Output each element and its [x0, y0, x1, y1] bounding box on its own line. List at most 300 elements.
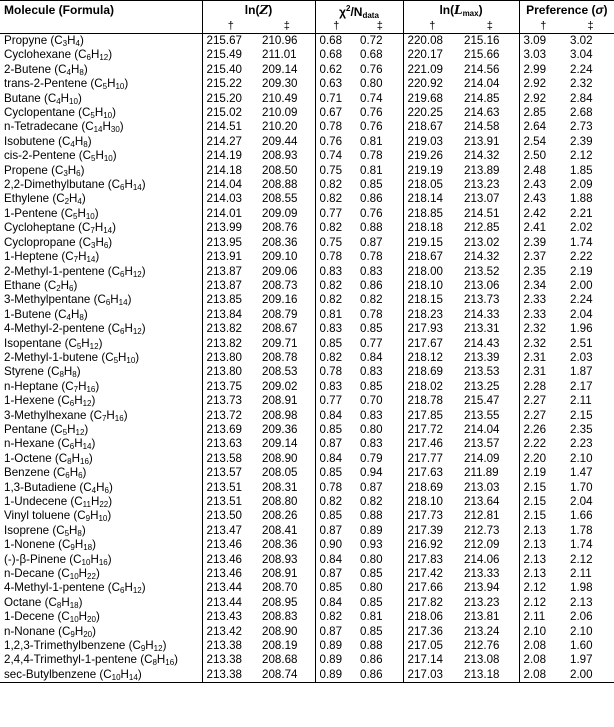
molecule-name: n-Hexane — [4, 437, 55, 451]
lnz-ddagger-cell: 208.36 — [259, 236, 315, 250]
pref-ddagger-cell: 2.10 — [570, 624, 593, 638]
pref-dagger-cell: 2.35 — [523, 264, 547, 278]
lnz-dagger-cell: 213.58 — [206, 451, 242, 465]
chi2-ddagger-cell: 0.83 — [357, 365, 403, 379]
pref-ddagger-cell: 3.02 — [570, 34, 593, 47]
lnz-ddagger-cell: 208.88 — [259, 178, 315, 192]
molecule-formula: $C_6H_{14}$ — [111, 178, 142, 193]
lnl-dagger-cell: 217.05 — [407, 639, 443, 653]
molecule-cell: 3-Methylhexane $(C_7H_{16})$ — [0, 409, 202, 423]
table-row — [0, 63, 614, 77]
pref-dagger-cell: 2.27 — [523, 394, 547, 408]
chi2-ddagger-cell: 0.89 — [357, 524, 403, 538]
table-row — [0, 365, 614, 379]
chi2-ddagger-cell: 0.81 — [357, 610, 403, 624]
molecule-formula: $C_{10}H_{20}$ — [61, 610, 96, 625]
chi2-ddagger-cell: 0.94 — [357, 466, 403, 480]
lnl-dagger-cell: 217.14 — [407, 653, 443, 667]
lnz-ddagger-cell: 209.44 — [259, 135, 315, 149]
molecule-cell: 1,2,3-Trimethylbenzene $(C_9H_{12})$ — [0, 639, 202, 653]
lnl-ddagger-cell: 213.89 — [461, 164, 519, 178]
chi2-ddagger-cell: 0.72 — [357, 34, 403, 49]
table-row — [0, 553, 614, 567]
lnl-dagger-cell: 219.19 — [407, 163, 443, 177]
chi2-dagger-cell: 0.78 — [319, 120, 343, 134]
molecule-formula: $C_6H_{12}$ — [111, 581, 142, 596]
chi2-dagger-cell: 0.81 — [319, 307, 343, 321]
molecule-formula: $C_{10}H_{22}$ — [61, 567, 96, 582]
pref-dagger-cell: 2.32 — [523, 322, 547, 336]
table-row — [0, 452, 614, 466]
molecule-formula: $C_8H_{16}$ — [144, 653, 175, 668]
pref-dagger-cell: 2.13 — [523, 538, 547, 552]
table-row — [0, 409, 614, 423]
chi2-ddagger-cell: 0.85 — [357, 625, 403, 639]
chi2-ddagger-cell: 0.81 — [357, 135, 403, 149]
lnz-dagger-cell: 215.22 — [206, 77, 242, 91]
lnl-ddagger-cell: 215.16 — [461, 34, 519, 49]
pref-dagger-cell: 2.22 — [523, 437, 547, 451]
pref-ddagger-cell: 2.11 — [570, 567, 592, 581]
table-row — [0, 106, 614, 120]
lnz-dagger-cell: 213.87 — [206, 278, 242, 292]
lnl-ddagger-cell: 213.06 — [461, 279, 519, 293]
table-row — [0, 279, 614, 293]
molecule-formula: $C_6H_{14}$ — [97, 293, 128, 308]
lnl-dagger-cell: 217.36 — [407, 624, 443, 638]
lnl-dagger-cell: 218.67 — [407, 250, 443, 264]
pref-ddagger-cell: 2.13 — [570, 595, 593, 609]
pref-ddagger-cell: 2.12 — [570, 149, 593, 163]
table-row — [0, 34, 614, 49]
pref-ddagger-cell: 1.74 — [570, 538, 593, 552]
molecule-formula: $C_3H_6$ — [54, 163, 81, 178]
molecule-formula: $C_7H_{14}$ — [82, 221, 113, 236]
lnl-dagger-cell: 217.66 — [407, 581, 443, 595]
molecule-formula: $C_2H_6$ — [47, 278, 74, 293]
lnz-dagger-cell: 214.18 — [206, 163, 242, 177]
molecule-cell: n-Hexane $(C_6H_{14})$ — [0, 437, 202, 451]
table-row — [0, 625, 614, 639]
pref-ddagger-cell: 1.97 — [570, 653, 593, 667]
lnl-dagger-cell: 218.10 — [407, 495, 443, 508]
lnl-ddagger-cell: 213.02 — [461, 236, 519, 250]
lnl-dagger-cell: 218.67 — [407, 120, 443, 134]
molecule-cell: 1-Pentene $(C_5H_{10})$ — [0, 207, 202, 221]
molecule-cell: (-)-β-Pinene $(C_{10}H_{16})$ — [0, 553, 202, 567]
pref-dagger-cell: 3.03 — [523, 48, 547, 62]
pref-dagger-cell: 2.13 — [523, 523, 547, 537]
lnl-dagger-cell: 217.93 — [407, 322, 443, 336]
header-row — [0, 1, 614, 21]
pref-ddagger-cell: 2.39 — [570, 134, 593, 148]
molecule-name: 2,4,4-Trimethyl-1-pentene — [4, 653, 137, 667]
table-row — [0, 567, 614, 581]
table-row — [0, 639, 614, 653]
lnl-ddagger-cell: 214.32 — [461, 149, 519, 163]
molecule-cell: n-Heptane $(C_7H_{16})$ — [0, 380, 202, 394]
molecule-cell: 2,4,4-Trimethyl-1-pentene $(C_8H_{16})$ — [0, 653, 202, 667]
chi2-dagger-cell: 0.85 — [319, 466, 343, 480]
molecule-formula: $C_5H_{12}$ — [68, 336, 99, 351]
chi2-dagger-cell: 0.75 — [319, 235, 343, 249]
pref-ddagger-cell: 2.35 — [570, 422, 593, 436]
table-row — [0, 668, 614, 683]
table-row — [0, 192, 614, 206]
ddagger-subheader: ‡ — [259, 20, 315, 34]
lnz-ddagger-cell: 208.80 — [259, 495, 315, 509]
molecule-cell: 1-Heptene $(C_7H_{14})$ — [0, 250, 202, 264]
pref-ddagger-cell: 2.17 — [570, 379, 593, 393]
molecule-cell: trans-2-Pentene $(C_5H_{10})$ — [0, 77, 202, 91]
chi2-ddagger-cell: 0.74 — [357, 92, 403, 106]
chi2-dagger-cell: 0.74 — [319, 149, 343, 163]
table-row — [0, 135, 614, 149]
chi2-ddagger-cell: 0.81 — [357, 164, 403, 178]
lnl-dagger-cell: 220.08 — [407, 34, 443, 47]
chi2-dagger-cell: 0.78 — [319, 250, 343, 264]
table-row — [0, 596, 614, 610]
molecule-cell: Isopentane $(C_5H_{12})$ — [0, 337, 202, 351]
table-body — [0, 34, 614, 683]
molecule-name: 1-Octene — [4, 451, 52, 465]
lnl-ddagger-cell: 213.08 — [461, 653, 519, 667]
lnl-ddagger-cell: 213.55 — [461, 409, 519, 423]
molecule-formula: $C_6H_6$ — [56, 466, 83, 481]
lnz-ddagger-cell: 210.20 — [259, 120, 315, 134]
molecule-formula: $C_7H_{14}$ — [65, 250, 96, 265]
lnl-ddagger-cell: 213.94 — [461, 581, 519, 595]
lnz-ddagger-cell: 209.14 — [259, 63, 315, 77]
lnz-ddagger-cell: 208.36 — [259, 538, 315, 552]
lnz-ddagger-cell: 210.96 — [259, 34, 315, 49]
lnl-ddagger-cell: 212.73 — [461, 524, 519, 538]
lnl-dagger-cell: 218.23 — [407, 307, 443, 321]
molecule-cell: n-Decane $(C_{10}H_{22})$ — [0, 567, 202, 581]
lnz-dagger-cell: 213.75 — [206, 379, 242, 393]
lnz-dagger-cell: 213.43 — [206, 610, 242, 624]
lnz-dagger-cell: 213.46 — [206, 538, 242, 552]
molecule-name: Benzene — [4, 466, 50, 480]
chi2-dagger-cell: 0.87 — [319, 624, 343, 638]
lnz-ddagger-cell: 208.91 — [259, 394, 315, 408]
molecule-cell: Benzene $(C_6H_6)$ — [0, 466, 202, 480]
table-row — [0, 77, 614, 91]
lnz-ddagger-cell: 208.90 — [259, 625, 315, 639]
molecule-cell: 4-Methyl-2-pentene $(C_6H_{12})$ — [0, 322, 202, 336]
molecule-formula: $C_5H_{12}$ — [54, 422, 85, 437]
molecule-name: 1-Pentene — [4, 206, 58, 220]
table-row — [0, 581, 614, 595]
lnz-ddagger-cell: 208.67 — [259, 322, 315, 336]
molecule-formula: $C_8H_{16}$ — [58, 451, 89, 466]
molecule-cell: Pentane $(C_5H_{12})$ — [0, 423, 202, 437]
lnl-dagger-cell: 220.17 — [407, 48, 443, 62]
pref-ddagger-cell: 2.11 — [570, 394, 592, 408]
molecule-name: Cycloheptane — [4, 221, 75, 235]
molecule-name: 1,3-Butadiene — [4, 480, 77, 494]
chi2-ddagger-cell: 0.82 — [357, 293, 403, 307]
molecule-cell: 2,2-Dimethylbutane $(C_6H_{14})$ — [0, 178, 202, 192]
ddagger-subheader: ‡ — [567, 20, 614, 34]
molecule-name: 1-Heptene — [4, 250, 59, 264]
pref-ddagger-cell: 2.04 — [570, 495, 593, 508]
lnz-ddagger-cell: 208.41 — [259, 524, 315, 538]
lnz-dagger-cell: 214.27 — [206, 134, 242, 148]
lnz-ddagger-cell: 208.05 — [259, 466, 315, 480]
chi2-dagger-cell: 0.89 — [315, 668, 357, 683]
molecule-formula: $C_9H_{10}$ — [77, 509, 108, 524]
pref-dagger-cell: 2.13 — [523, 552, 547, 566]
lnz-dagger-cell: 213.84 — [206, 307, 242, 321]
chi2-header: $\chi^2/N_{data}$ — [315, 1, 403, 21]
pref-dagger-cell: 2.27 — [523, 408, 547, 422]
chi2-ddagger-cell: 0.80 — [357, 553, 403, 567]
molecule-name: 1-Decene — [4, 610, 55, 624]
lnz-dagger-cell: 213.63 — [206, 437, 242, 451]
pref-ddagger-cell: 2.68 — [570, 106, 593, 120]
pref-ddagger-cell: 1.96 — [570, 322, 593, 336]
pref-ddagger-cell: 1.98 — [570, 581, 593, 595]
pref-ddagger-cell: 2.19 — [570, 264, 593, 278]
chi2-ddagger-cell: 0.85 — [357, 567, 403, 581]
molecule-cell: Propene $(C_3H_6)$ — [0, 164, 202, 178]
dagger-subheader: † — [202, 20, 259, 34]
lnl-dagger-cell: 217.82 — [407, 595, 443, 609]
table-row — [0, 351, 614, 365]
lnz-ddagger-cell: 208.73 — [259, 279, 315, 293]
chi2-ddagger-cell: 0.80 — [357, 581, 403, 595]
molecule-name: trans-2-Pentene — [4, 77, 88, 91]
chi2-ddagger-cell: 0.85 — [357, 322, 403, 336]
chi2-ddagger-cell: 0.77 — [357, 337, 403, 351]
molecule-name: Pentane — [4, 422, 48, 436]
pref-ddagger-cell: 2.00 — [567, 668, 614, 683]
molecule-name: 1-Nonene — [4, 538, 55, 552]
chi2-ddagger-cell: 0.79 — [357, 452, 403, 466]
lnz-ddagger-cell: 208.90 — [259, 452, 315, 466]
lnz-ddagger-cell: 208.93 — [259, 553, 315, 567]
lnz-dagger-cell: 213.44 — [206, 581, 242, 595]
lnz-ddagger-cell: 208.26 — [259, 509, 315, 523]
chi2-dagger-cell: 0.82 — [319, 293, 343, 307]
molecule-name: 1,2,3-Trimethylbenzene — [4, 639, 126, 653]
molecule-formula: $C_6H_{12}$ — [78, 48, 109, 63]
lnl-dagger-cell: 218.10 — [407, 278, 443, 292]
chi2-dagger-cell: 0.62 — [319, 62, 343, 76]
lnl-ddagger-cell: 214.04 — [461, 77, 519, 91]
molecule-cell: 1-Nonene $(C_9H_{18})$ — [0, 538, 202, 552]
molecule-name: sec-Butylbenzene — [4, 667, 97, 681]
ddagger-subheader: ‡ — [357, 20, 403, 34]
chi2-dagger-cell: 0.84 — [319, 408, 343, 422]
pref-ddagger-cell: 2.12 — [570, 552, 593, 566]
pref-dagger-cell: 2.42 — [523, 206, 547, 220]
pref-dagger-cell: 2.12 — [523, 581, 547, 595]
lnz-dagger-cell: 213.47 — [206, 523, 242, 537]
pref-dagger-cell: 2.43 — [523, 192, 547, 206]
lnl-dagger-cell: 217.67 — [407, 336, 443, 350]
lnl-dagger-cell: 217.63 — [407, 466, 443, 480]
pref-dagger-cell: 2.08 — [523, 653, 547, 667]
lnz-dagger-cell: 215.20 — [206, 91, 242, 105]
molecule-cell: Isobutene $(C_4H_8)$ — [0, 135, 202, 149]
molecule-cell: sec-Butylbenzene $(C_{10}H_{14})$ — [0, 668, 202, 683]
lnz-dagger-cell: 213.46 — [206, 567, 242, 581]
chi2-dagger-cell: 0.87 — [319, 567, 343, 581]
pref-dagger-cell: 2.64 — [523, 120, 547, 134]
lnl-ddagger-cell: 214.43 — [461, 337, 519, 351]
pref-ddagger-cell: 2.06 — [570, 610, 593, 624]
pref-ddagger-cell: 2.73 — [570, 120, 593, 134]
lnz-dagger-cell: 213.95 — [206, 235, 242, 249]
lnl-dagger-cell: 218.85 — [407, 206, 443, 220]
lnz-ddagger-cell: 211.01 — [259, 48, 315, 62]
molecule-name: Isoprene — [4, 523, 50, 537]
pref-dagger-cell: 2.10 — [523, 624, 547, 638]
chi2-ddagger-cell: 0.76 — [357, 106, 403, 120]
chi2-ddagger-cell: 0.87 — [357, 236, 403, 250]
pref-dagger-cell: 2.12 — [523, 595, 547, 609]
chi2-ddagger-cell: 0.83 — [357, 265, 403, 279]
pref-ddagger-cell: 2.23 — [570, 437, 593, 451]
chi2-dagger-cell: 0.82 — [319, 221, 343, 235]
lnz-ddagger-cell: 209.06 — [259, 265, 315, 279]
chi2-ddagger-cell: 0.78 — [357, 308, 403, 322]
lnz-ddagger-cell: 210.49 — [259, 92, 315, 106]
molecule-formula: $C_5H_{10}$ — [105, 350, 136, 365]
subheader-row — [0, 20, 614, 34]
chi2-dagger-cell: 0.71 — [319, 91, 343, 105]
pref-ddagger-cell: 1.60 — [570, 639, 593, 653]
lnl-dagger-cell: 221.09 — [407, 62, 443, 76]
lnl-dagger-cell: 218.18 — [407, 221, 443, 235]
molecule-cell: 1,3-Butadiene $(C_4H_6)$ — [0, 481, 202, 495]
dagger-subheader: † — [519, 20, 567, 34]
lnl-ddagger-cell: 213.73 — [461, 293, 519, 307]
chi2-dagger-cell: 0.83 — [319, 264, 343, 278]
pref-dagger-cell: 2.31 — [523, 350, 547, 364]
molecule-name: n-Tetradecane — [4, 120, 79, 134]
chi2-ddagger-cell: 0.82 — [357, 495, 403, 509]
chi2-ddagger-cell: 0.86 — [357, 653, 403, 667]
lnl-ddagger-cell: 213.07 — [461, 192, 519, 206]
lnz-ddagger-cell: 209.30 — [259, 77, 315, 91]
pref-dagger-cell: 2.50 — [523, 149, 547, 163]
molecule-name: 3-Methylhexane — [4, 408, 87, 422]
lnz-ddagger-cell: 208.70 — [259, 581, 315, 595]
dagger-subheader: † — [315, 20, 357, 34]
lnz-dagger-cell: 215.40 — [206, 62, 242, 76]
chi2-dagger-cell: 0.63 — [319, 77, 343, 91]
chi2-dagger-cell: 0.76 — [319, 134, 343, 148]
molecule-name: 4-Methyl-2-pentene — [4, 322, 105, 336]
molecule-formula: $C_6H_{14}$ — [61, 437, 92, 452]
chi2-dagger-cell: 0.82 — [319, 192, 343, 206]
molecule-name: n-Nonane — [4, 624, 55, 638]
molecule-cell: Isoprene $(C_5H_8)$ — [0, 524, 202, 538]
chi2-dagger-cell: 0.82 — [319, 278, 343, 292]
molecule-cell: n-Tetradecane $(C_{14}H_{30})$ — [0, 120, 202, 134]
lnl-ddagger-cell: 213.39 — [461, 351, 519, 365]
molecule-name: 2-Butene — [4, 62, 52, 76]
lnl-ddagger-cell: 213.53 — [461, 365, 519, 379]
lnz-dagger-cell: 213.50 — [206, 509, 242, 523]
lnl-ddagger-cell: 214.04 — [461, 423, 519, 437]
molecule-name: 1-Hexene — [4, 394, 55, 408]
lnl-dagger-cell: 217.46 — [407, 437, 443, 451]
lnl-dagger-cell: 217.73 — [407, 509, 443, 523]
molecule-name: n-Heptane — [4, 379, 59, 393]
molecule-formula: $C_{11}H_{22}$ — [74, 495, 109, 509]
pref-ddagger-cell: 2.04 — [570, 307, 593, 321]
chi2-ddagger-cell: 0.78 — [357, 250, 403, 264]
molecule-name: 4-Methyl-1-pentene — [4, 581, 105, 595]
lnz-dagger-cell: 213.80 — [206, 350, 242, 364]
molecule-name: Cyclopentane — [4, 106, 75, 120]
chi2-dagger-cell: 0.84 — [319, 451, 343, 465]
pref-dagger-cell: 2.11 — [523, 610, 546, 624]
lnl-ddagger-cell: 213.23 — [461, 178, 519, 192]
lnl-ddagger-cell: 213.03 — [461, 481, 519, 495]
molecule-formula: $C_7H_{16}$ — [65, 379, 96, 394]
pref-ddagger-cell: 1.74 — [570, 235, 593, 249]
table-row — [0, 653, 614, 667]
lnl-dagger-cell: 219.15 — [407, 235, 443, 249]
chi2-dagger-cell: 0.85 — [319, 509, 343, 523]
lnz-dagger-cell: 213.51 — [206, 495, 242, 508]
table-row — [0, 308, 614, 322]
lnz-dagger-cell: 214.03 — [206, 192, 242, 206]
molecule-cell: Ethane $(C_2H_6)$ — [0, 279, 202, 293]
molecule-name: n-Decane — [4, 567, 55, 581]
pref-ddagger-cell: 2.03 — [570, 350, 593, 364]
lnz-dagger-cell: 213.87 — [206, 264, 242, 278]
molecule-cell: 2-Butene $(C_4H_8)$ — [0, 63, 202, 77]
lnl-header: $\ln(L_{max})$ — [403, 1, 519, 21]
chi2-ddagger-cell: 0.85 — [357, 596, 403, 610]
molecule-name: 1-Butene — [4, 307, 52, 321]
chi2-dagger-cell: 0.67 — [319, 106, 343, 120]
lnl-ddagger-cell: 213.25 — [461, 380, 519, 394]
table-row — [0, 495, 614, 509]
molecule-formula: $C_9H_{18}$ — [62, 538, 93, 553]
lnz-dagger-cell: 215.02 — [206, 106, 242, 120]
pref-ddagger-cell: 2.24 — [570, 62, 593, 76]
lnl-dagger-cell: 217.85 — [407, 408, 443, 422]
table-row — [0, 265, 614, 279]
lnz-dagger-cell: 213.99 — [206, 221, 242, 235]
molecule-cell: Cyclopropane $(C_3H_6)$ — [0, 236, 202, 250]
table-row — [0, 164, 614, 178]
lnl-dagger-cell: 219.68 — [407, 91, 443, 105]
table-row — [0, 207, 614, 221]
pref-dagger-cell: 2.54 — [523, 134, 547, 148]
pref-dagger-cell: 3.09 — [523, 34, 547, 47]
molecule-formula: $C_5H_{10}$ — [94, 77, 125, 92]
molecule-cell: Propyne $(C_3H_4)$ — [0, 34, 202, 49]
pref-dagger-cell: 2.28 — [523, 379, 547, 393]
pref-dagger-cell: 2.92 — [523, 91, 547, 105]
lnz-dagger-cell: 213.73 — [206, 394, 242, 408]
lnl-dagger-cell: 219.03 — [407, 134, 443, 148]
chi2-dagger-cell: 0.75 — [319, 163, 343, 177]
molecule-formula: $C_8H_8$ — [51, 365, 77, 380]
lnz-ddagger-cell: 208.50 — [259, 164, 315, 178]
molecule-formula: $C_3H_4$ — [54, 34, 80, 48]
lnz-ddagger-cell: 208.53 — [259, 365, 315, 379]
chi2-ddagger-cell: 0.68 — [357, 48, 403, 62]
